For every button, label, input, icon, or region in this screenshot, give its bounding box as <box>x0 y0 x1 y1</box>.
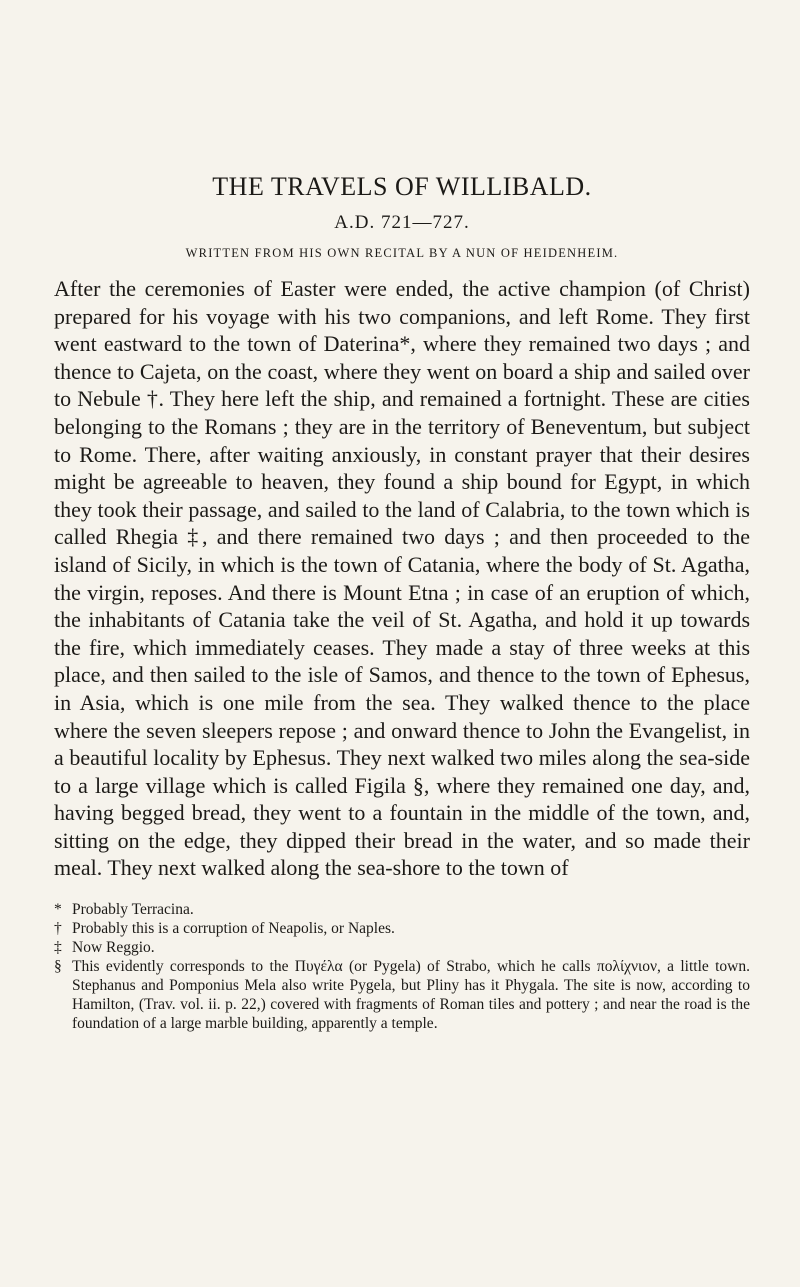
footnote-text: This evidently corresponds to the Πυγέλα (or Pygela) of Strabo, which he calls πολίχνιον, a little town. Stephanus and Pomponius Mela also write Pygela, but Pliny has it Phygala. The site is now, according to Hamilton, (Trav. vol. ii. p. 22,) covered with fragments of Roman tiles and pottery ; and near the road is the foundation of a large marble building, apparently a temple. <box>72 958 750 1033</box>
footnote-1 <box>54 900 750 919</box>
main-paragraph: After the ceremonies of Easter were ended, the active champion (of Christ) prepared for his voyage with his two companions, and left Rome. They first went eastward to the town of Daterina*, where they remained two days ; and thence to Cajeta, on the coast, where they went on board a ship and sailed over to Nebule †. They here left the ship, and remained a fortnight. These are cities belonging to the Romans ; they are in the territory of Beneventum, but subject to Rome. There, after waiting anxiously, in constant prayer that their desires might be agreeable to heaven, they found a ship bound for Egypt, in which they took their passage, and sailed to the land of Calabria, to the town which is called Rhegia ‡, and there remained two days ; and then proceeded to the island of Sicily, in which is the town of Catania, where the body of St. Agatha, the virgin, reposes. And there is Mount Etna ; in case of an eruption of which, the inhabitants of Catania take the veil of St. Agatha, and hold it up towards the fire, which immediately ceases. They made a stay of three weeks at this place, and then sailed to the isle of Samos, and thence to the town of Ephesus, in Asia, which is one mile from the sea. They walked thence to the place where the seven sleepers repose ; and onward thence to John the Evangelist, in a beautiful locality by Ephesus. They next walked two miles along the sea-side to a large village which is called Figila §, where they remained one day, and, having begged bread, they went to a fountain in the middle of the town, and, sitting on the edge, they dipped their bread in the water, and so made their meal. They next walked along the sea-shore to the town of <box>54 276 750 881</box>
footnote-text: Now Reggio. <box>72 939 155 957</box>
footnotes <box>54 900 750 1033</box>
footnote-mark: ‡ <box>54 939 62 957</box>
footnote-3 <box>54 938 750 957</box>
footnote-2 <box>54 919 750 938</box>
chapter-subtitle: WRITTEN FROM HIS OWN RECITAL BY A NUN OF HEIDENHEIM. <box>185 246 619 260</box>
footnote-mark: * <box>54 901 62 919</box>
footnote-mark: § <box>54 958 62 976</box>
footnote-4 <box>54 957 750 1033</box>
chapter-title: THE TRAVELS OF WILLIBALD. <box>212 172 592 201</box>
footnote-mark: † <box>54 920 62 938</box>
footnote-text: Probably this is a corruption of Neapolis, or Naples. <box>72 920 395 938</box>
footnote-text: Probably Terracina. <box>72 901 194 919</box>
chapter-date: A.D. 721—727. <box>334 212 470 233</box>
